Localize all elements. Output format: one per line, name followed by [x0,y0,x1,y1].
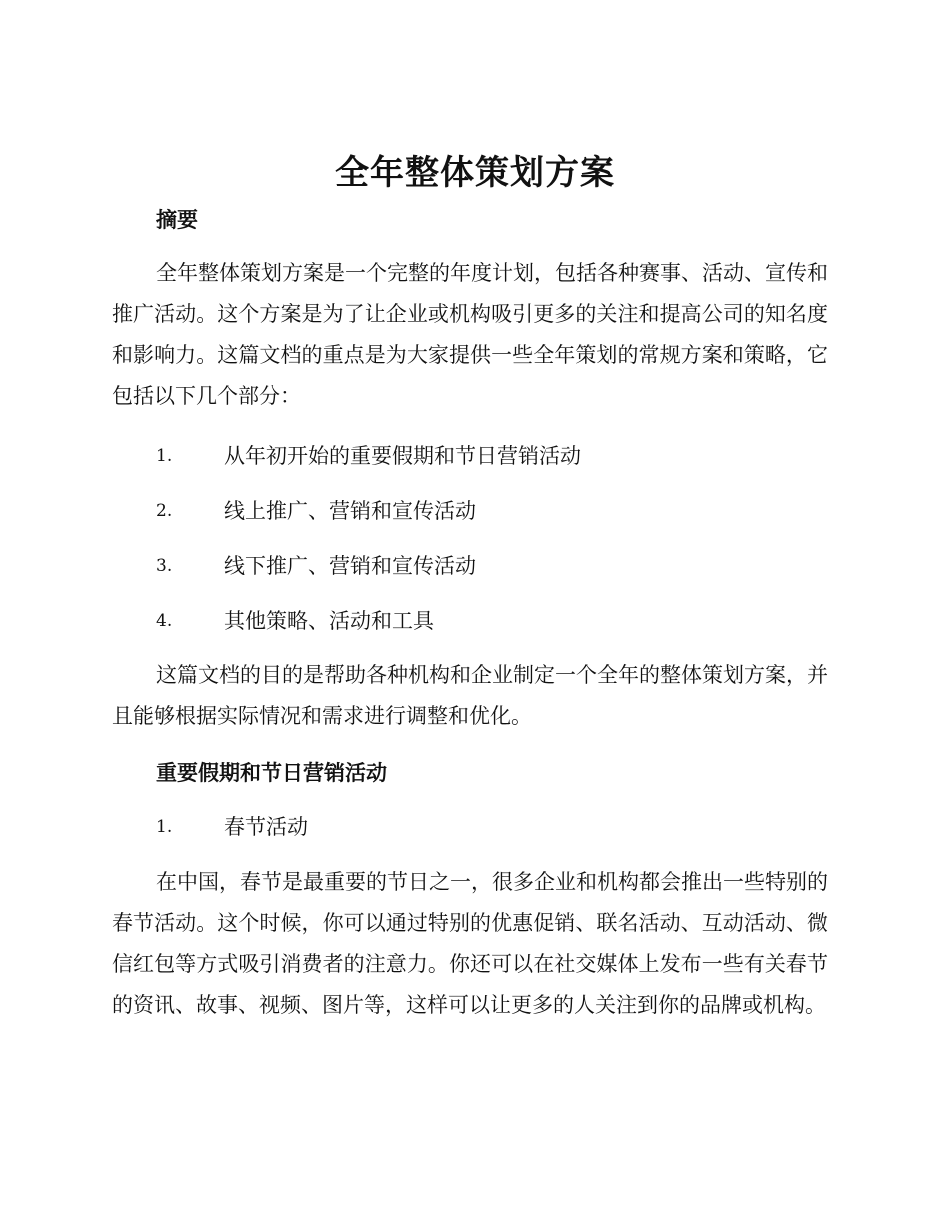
list-number: 3. [156,556,173,576]
list-text: 线下推广、营销和宣传活动 [224,554,476,578]
purpose-paragraph: 这篇文档的目的是帮助各种机构和企业制定一个全年的整体策划方案，并且能够根据实际情况和需求进行调整和优化。 [112,663,828,728]
summary-heading: 摘要 [156,208,198,232]
list-text: 线上推广、营销和宣传活动 [224,499,476,523]
summary-list-item [156,438,836,474]
list-number: 1. [156,446,173,466]
list-number: 1. [156,817,173,837]
list-number: 2. [156,501,173,521]
holiday-list-item [156,809,836,845]
list-text: 从年初开始的重要假期和节日营销活动 [224,444,581,468]
summary-paragraph: 全年整体策划方案是一个完整的年度计划，包括各种赛事、活动、宣传和推广活动。这个方案是为了让企业或机构吸引更多的关注和提高公司的知名度和影响力。这篇文档的重点是为大家提供一些全年策划的常规方案和策略，它包括以下几个部分： [112,261,828,408]
summary-list-item [156,493,836,529]
document-title: 全年整体策划方案 [335,153,615,193]
list-text: 其他策略、活动和工具 [224,609,434,633]
list-text: 春节活动 [224,815,308,839]
summary-list-item [156,548,836,584]
spring-festival-paragraph: 在中国，春节是最重要的节日之一，很多企业和机构都会推出一些特别的春节活动。这个时候，你可以通过特别的优惠促销、联名活动、互动活动、微信红包等方式吸引消费者的注意力。你还可以在社交媒体上发布一些有关春节的资讯、故事、视频、图片等，这样可以让更多的人关注到你的品牌或机构。 [112,870,828,1017]
holiday-heading: 重要假期和节日营销活动 [156,761,387,785]
list-number: 4. [156,611,173,631]
summary-list-item [156,603,836,639]
